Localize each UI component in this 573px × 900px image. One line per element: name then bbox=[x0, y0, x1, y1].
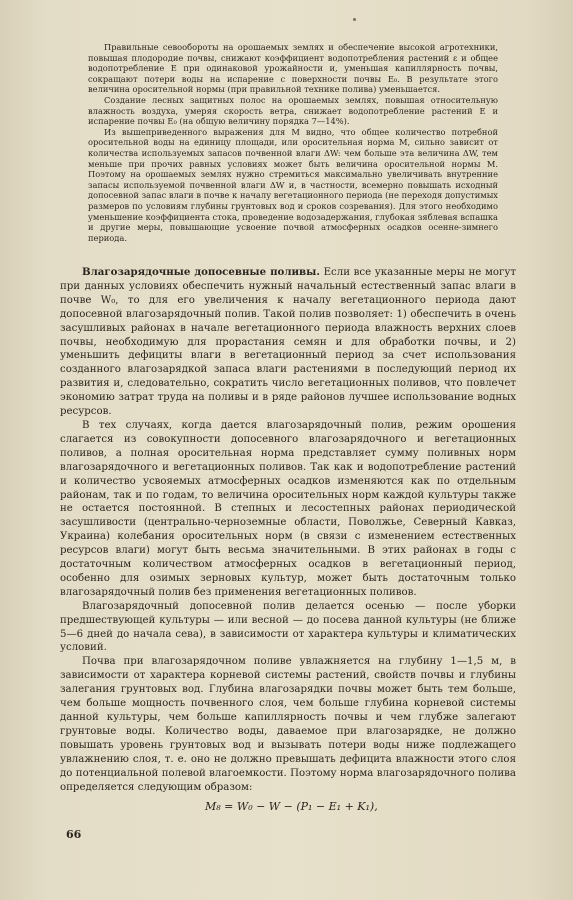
main-paragraph: Влагозарядочный допосевной полив делается осенью — после уборки предшествующей культуры — или весной — до посева данной культуры (не ближе 5—6 дней до начала сева), в зависимости от характера культуры и климатических условий. bbox=[60, 600, 516, 654]
main-paragraph bbox=[60, 266, 516, 419]
small-paragraph: Из вышеприведенного выражения для M видно, что общее количество потребной оросительной воды на единицу площади, или оросительная норма M, сильно зависит от количества используемых запасов почвенной влаги ΔW: чем больше эта величина ΔW, тем меньше при прочих равных условиях может быть величина оросительной нормы M. Поэтому на орошаемых землях нужно стремиться максимально увеличивать внутренние запасы используемой почвенной влаги ΔW и, в частности, всемерно повышать исходный допосевной запас влаги в почве к началу вегетационного периода (не переходя допустимых размеров по условиям глубины грунтовых вод и сроков созревания). Для этого необходимо уменьшение коэффициента стока, проведение водозадержания, глубокая зяблевая вспашка и другие меры, повышающие усвоение почвой атмосферных осадков осенне-зимнего периода. bbox=[88, 126, 498, 243]
paper-speck bbox=[353, 18, 356, 21]
small-print-block bbox=[88, 42, 498, 243]
main-paragraph-text: Если все указанные меры не могут при данных условиях обеспечить нужный начальный естественный запас влаги в почве W₀, то для его увеличения к началу вегетационного периода дают допосевной влагозарядочный полив. Такой полив позволяет: 1) обеспечить в очень засушливых районах в начале вегетационного периода влажность верхних слоев почвы, необходимую для прорастания семян и для обработки почвы, и 2) уменьшить дефициты влаги в вегетационный период за счет использования созданного влагозарядкой запаса влаги растениями в последующий период их развития и, следовательно, сократить число вегетационных поливов, что повлечет экономию затрат труда на поливы и в ряде районов лучшее использование водных ресурсов. bbox=[60, 267, 516, 418]
main-paragraph: Почва при влагозарядочном поливе увлажняется на глубину 1—1,5 м, в зависимости от характера корневой системы растений, свойств почвы и глубины залегания грунтовых вод. Глубина влагозарядки почвы может быть тем больше, чем больше мощность почвенного слоя, чем больше глубина корневой системы данной культуры, чем больше капиллярность почвы и чем глубже залегают грунтовые воды. Количество воды, даваемое при влагозарядке, не должно повышать уровень грунтовых вод и вызывать потери воды ниже подлежащего увлажнению слоя, т. е. оно не должно превышать дефицита влажности этого слоя до потенциальной полевой влагоемкости. Поэтому норма влагозарядочного полива определяется следующим образом: bbox=[60, 656, 516, 793]
small-paragraph: Создание лесных защитных полос на орошаемых землях, повышая относительную влажность воздуха, умеряя скорость ветра, снижает водопотребление растений E и испарение почвы E₀ (на общую величину порядка 7—14%). bbox=[88, 94, 498, 127]
section-heading: Влагозарядочные допосевные поливы. bbox=[82, 266, 320, 278]
formula: M₈ = W₀ − W − (P₁ − E₁ + K₁), bbox=[205, 800, 378, 813]
small-paragraph: Правильные севообороты на орошаемых землях и обеспечение высокой агротехники, повышая плодородие почвы, снижают коэффициент водопотребления растений ε и общее водопотребление E при одинаковой урожайности и, уменьшая капиллярность почвы, сокращают потери воды на испарение с поверхности почвы E₀. В результате этого величина оросительной нормы (при правильной технике полива) уменьшается. bbox=[88, 42, 498, 95]
main-paragraph: В тех случаях, когда дается влагозарядочный полив, режим орошения слагается из совокупности допосевного влагозарядочного и вегетационных поливов, а полная оросительная норма представляет сумму поливных норм влагозарядочного и вегетационных поливов. Так как и водопотребление растений и количество усвояемых атмосферных осадков изменяются как по отдельным районам, так и по годам, то величина оросительных норм каждой культуры также не остается постоянной. В степных и лесостепных районах периодической засушливости (центрально-черноземные области, Поволжье, Северный Кавказ, Украина) колебания оросительных норм (в связи с изменением естественных ресурсов влаги) могут быть весьма значительными. В этих районах в годы с достаточным количеством атмосферных осадков в вегетационный период, особенно для озимых зерновых культур, может быть достаточным только влагозарядочный полив без применения вегетационных поливов. bbox=[60, 419, 516, 598]
main-text-block bbox=[60, 266, 516, 794]
page-number: 66 bbox=[66, 828, 82, 841]
